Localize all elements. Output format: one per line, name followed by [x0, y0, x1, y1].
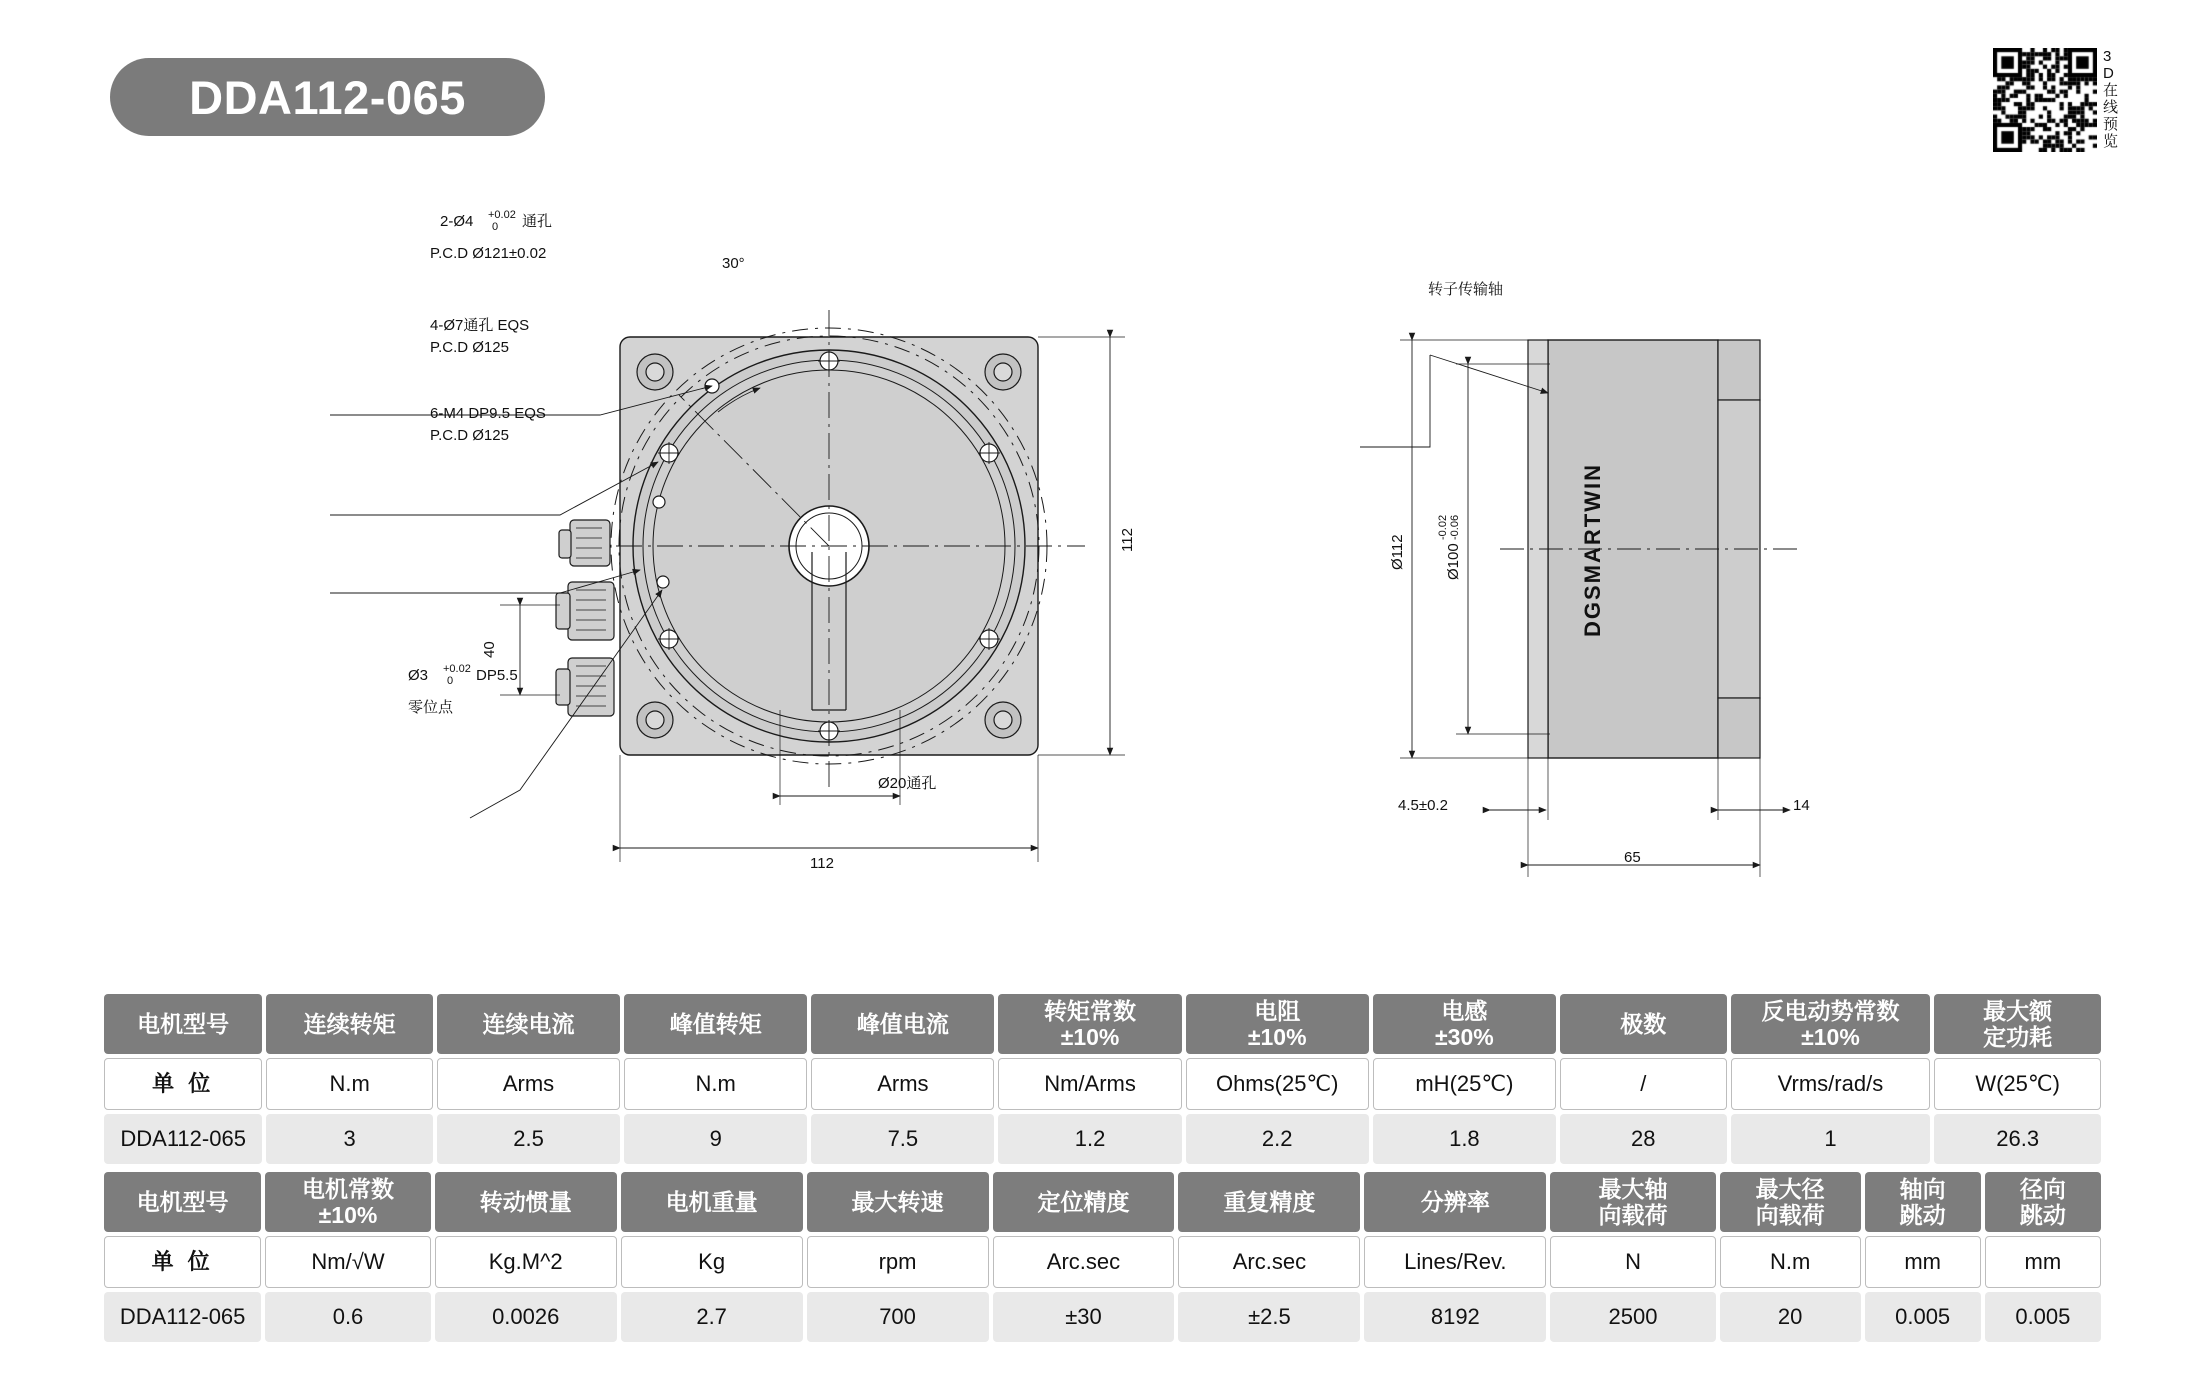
qr-caption: [2103, 48, 2121, 150]
t2-v-7: 8192: [1364, 1292, 1546, 1342]
note-4-hole-pcd: P.C.D Ø125: [430, 339, 509, 356]
technical-drawing: [0, 150, 2199, 890]
t1-v-0: DDA112-065: [104, 1114, 262, 1164]
t2-v-3: 2.7: [621, 1292, 803, 1342]
note-zero-label: 零位点: [408, 699, 454, 716]
t1-h-4: 峰值电流: [811, 994, 994, 1054]
dim-112-bottom: 112: [810, 855, 834, 872]
t2-v-9: 20: [1720, 1292, 1861, 1342]
note-zero-tol-up: +0.02: [443, 663, 471, 675]
note-4-hole: 4-Ø7通孔 EQS: [430, 317, 530, 334]
t2-v-2: 0.0026: [435, 1292, 617, 1342]
t1-h-10: 最大额 定功耗: [1934, 994, 2101, 1054]
spec-table-electrical: [100, 990, 2105, 1168]
table2-value-row: [104, 1292, 2101, 1342]
t1-h-9: 反电动势常数 ±10%: [1731, 994, 1931, 1054]
t1-u-8: /: [1560, 1058, 1727, 1110]
note-2-hole-tol-dn: 0: [492, 221, 499, 233]
dim-65: 65: [1624, 849, 1641, 866]
note-zero-depth: DP5.5: [476, 667, 518, 684]
t2-h-0: 电机型号: [104, 1172, 261, 1232]
table1-value-row: [104, 1114, 2101, 1164]
t2-h-3: 电机重量: [621, 1172, 803, 1232]
t1-v-8: 28: [1560, 1114, 1727, 1164]
t2-h-8: 最大轴 向载荷: [1550, 1172, 1715, 1232]
note-angle-30: 30°: [722, 255, 745, 272]
t2-v-8: 2500: [1550, 1292, 1715, 1342]
qr-caption-line-1: 3: [2103, 48, 2112, 65]
dim-40: 40: [481, 641, 498, 658]
t2-u-5: Arc.sec: [993, 1236, 1175, 1288]
t2-u-3: Kg: [621, 1236, 803, 1288]
note-zero-dia: Ø3: [408, 667, 429, 684]
t2-h-1: 电机常数 ±10%: [265, 1172, 430, 1232]
dim-outer-112: Ø112: [1389, 534, 1406, 570]
t2-v-10: 0.005: [1865, 1292, 1981, 1342]
t1-v-5: 1.2: [998, 1114, 1181, 1164]
t1-u-10: W(25℃): [1934, 1058, 2101, 1110]
t1-h-5: 转矩常数 ±10%: [998, 994, 1181, 1054]
t2-h-9: 最大径 向载荷: [1720, 1172, 1861, 1232]
note-pcd-121: P.C.D Ø121±0.02: [430, 245, 547, 262]
t1-h-0: 电机型号: [104, 994, 262, 1054]
qr-caption-line-3: 在: [2103, 82, 2119, 99]
t1-v-6: 2.2: [1186, 1114, 1369, 1164]
qr-preview-block[interactable]: [1993, 48, 2121, 152]
table1-unit-row: [104, 1058, 2101, 1110]
t1-v-4: 7.5: [811, 1114, 994, 1164]
t1-v-3: 9: [624, 1114, 807, 1164]
note-shaft: 转子传输轴: [1428, 281, 1504, 298]
dim-bore: Ø20通孔: [878, 775, 937, 792]
t2-u-4: rpm: [807, 1236, 989, 1288]
t1-u-4: Arms: [811, 1058, 994, 1110]
table2-unit-row: [104, 1236, 2101, 1288]
t2-u-10: mm: [1865, 1236, 1981, 1288]
note-zero-tol-dn: 0: [447, 675, 454, 687]
t1-u-7: mH(25℃): [1373, 1058, 1556, 1110]
t2-v-0: DDA112-065: [104, 1292, 261, 1342]
t1-v-10: 26.3: [1934, 1114, 2101, 1164]
t2-h-5: 定位精度: [993, 1172, 1175, 1232]
qr-caption-line-4: 线: [2103, 99, 2119, 116]
t2-u-0: 单 位: [104, 1236, 261, 1288]
t2-h-2: 转动惯量: [435, 1172, 617, 1232]
page-title: DDA112-065: [189, 70, 466, 124]
t2-u-7: Lines/Rev.: [1364, 1236, 1546, 1288]
dim-112-right: 112: [1119, 528, 1136, 552]
t1-u-2: Arms: [437, 1058, 620, 1110]
t1-h-6: 电阻 ±10%: [1186, 994, 1369, 1054]
t1-u-1: N.m: [266, 1058, 433, 1110]
note-2-hole: 2-Ø4: [440, 213, 474, 230]
dim-14: 14: [1793, 797, 1810, 814]
t2-u-9: N.m: [1720, 1236, 1861, 1288]
table1-header-row: [104, 994, 2101, 1054]
t1-u-6: Ohms(25℃): [1186, 1058, 1369, 1110]
t2-v-5: ±30: [993, 1292, 1175, 1342]
note-6-m4-pcd: P.C.D Ø125: [430, 427, 509, 444]
model-title-pill: [110, 58, 545, 136]
t1-v-1: 3: [266, 1114, 433, 1164]
qr-caption-line-5: 预: [2103, 116, 2119, 133]
t1-h-1: 连续转矩: [266, 994, 433, 1054]
t2-h-11: 径向 跳动: [1985, 1172, 2101, 1232]
spec-table-mechanical: [100, 1168, 2105, 1346]
t2-h-7: 分辨率: [1364, 1172, 1546, 1232]
t2-u-11: mm: [1985, 1236, 2101, 1288]
t2-h-4: 最大转速: [807, 1172, 989, 1232]
t1-h-3: 峰值转矩: [624, 994, 807, 1054]
table2-header-row: [104, 1172, 2101, 1232]
t2-v-11: 0.005: [1985, 1292, 2101, 1342]
t1-h-8: 极数: [1560, 994, 1727, 1054]
t1-v-2: 2.5: [437, 1114, 620, 1164]
t2-u-8: N: [1550, 1236, 1715, 1288]
dim-inner-tol-dn: -0.06: [1449, 514, 1461, 540]
dim-inner-tol-up: -0.02: [1437, 514, 1449, 540]
t1-v-9: 1: [1731, 1114, 1931, 1164]
note-2-hole-suffix: 通孔: [522, 213, 553, 230]
t1-h-2: 连续电流: [437, 994, 620, 1054]
t2-v-4: 700: [807, 1292, 989, 1342]
note-2-hole-tol-up: +0.02: [488, 209, 516, 221]
t2-h-10: 轴向 跳动: [1865, 1172, 1981, 1232]
t2-h-6: 重复精度: [1178, 1172, 1360, 1232]
qr-code-icon[interactable]: [1993, 48, 2097, 152]
t2-u-6: Arc.sec: [1178, 1236, 1360, 1288]
t2-u-2: Kg.M^2: [435, 1236, 617, 1288]
t1-u-9: Vrms/rad/s: [1731, 1058, 1931, 1110]
dim-45: 4.5±0.2: [1398, 797, 1448, 814]
t1-u-0: 单 位: [104, 1058, 262, 1110]
t2-v-6: ±2.5: [1178, 1292, 1360, 1342]
t1-h-7: 电感 ±30%: [1373, 994, 1556, 1054]
note-6-m4: 6-M4 DP9.5 EQS: [430, 405, 546, 422]
brand-watermark: DGSMARTWIN: [1580, 463, 1605, 637]
dim-inner-100: Ø100: [1445, 543, 1462, 580]
qr-caption-line-6: 览: [2103, 133, 2119, 150]
t1-u-3: N.m: [624, 1058, 807, 1110]
t1-v-7: 1.8: [1373, 1114, 1556, 1164]
qr-caption-line-2: D: [2103, 65, 2114, 82]
t2-u-1: Nm/√W: [265, 1236, 430, 1288]
t2-v-1: 0.6: [265, 1292, 430, 1342]
t1-u-5: Nm/Arms: [998, 1058, 1181, 1110]
